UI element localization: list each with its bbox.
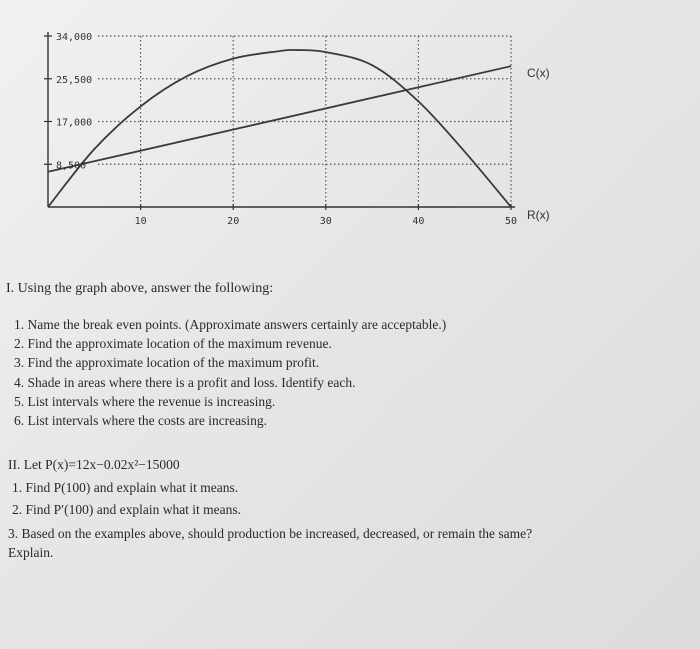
section-2-item-2: 2. Find P′(100) and explain what it means. <box>12 502 242 517</box>
x-tick-label: 30 <box>319 216 332 227</box>
x-tick-label: 10 <box>134 216 147 227</box>
section-2-explain: Explain. <box>8 545 54 560</box>
x-tick-label: 40 <box>412 216 425 227</box>
y-tick-label: 25,500 <box>56 74 93 86</box>
y-tick-label: 8,500 <box>56 160 87 172</box>
section-1-item-4: 4. Shade in areas where there is a profit and loss. Identify each. <box>14 375 356 390</box>
revenue-label: R(x) <box>527 208 550 222</box>
section-2-item-1: 1. Find P(100) and explain what it means. <box>12 480 239 495</box>
cost-label: C(x) <box>527 66 550 81</box>
labels <box>56 32 550 227</box>
section-2-item-3: 3. Based on the examples above, should production be increased, decreased, or remain the same? <box>8 526 533 541</box>
x-tick-label: 20 <box>227 216 240 227</box>
x-tick-label: 50 <box>504 216 518 227</box>
cost-line <box>48 66 511 172</box>
cost-revenue-graph <box>0 0 700 250</box>
revenue-curve <box>48 50 511 207</box>
section-1-item-1: 1. Name the break even points. (Approximate answers certainly are acceptable.) <box>14 317 447 332</box>
section-1-item-2: 2. Find the approximate location of the maximum revenue. <box>14 336 332 351</box>
section-1-item-6: 6. List intervals where the costs are increasing. <box>14 413 268 428</box>
series <box>48 50 511 207</box>
y-tick-label: 17,000 <box>56 117 93 129</box>
section-1-item-5: 5. List intervals where the revenue is increasing. <box>14 394 276 409</box>
y-tick-label: 34,000 <box>56 32 93 43</box>
grid <box>98 36 511 207</box>
section-2-heading: II. Let P(x)=12x−0.02x²−15000 <box>8 457 180 472</box>
section-1-item-3: 3. Find the approximate location of the maximum profit. <box>14 355 320 370</box>
section-1-heading: I. Using the graph above, answer the following: <box>6 281 274 296</box>
